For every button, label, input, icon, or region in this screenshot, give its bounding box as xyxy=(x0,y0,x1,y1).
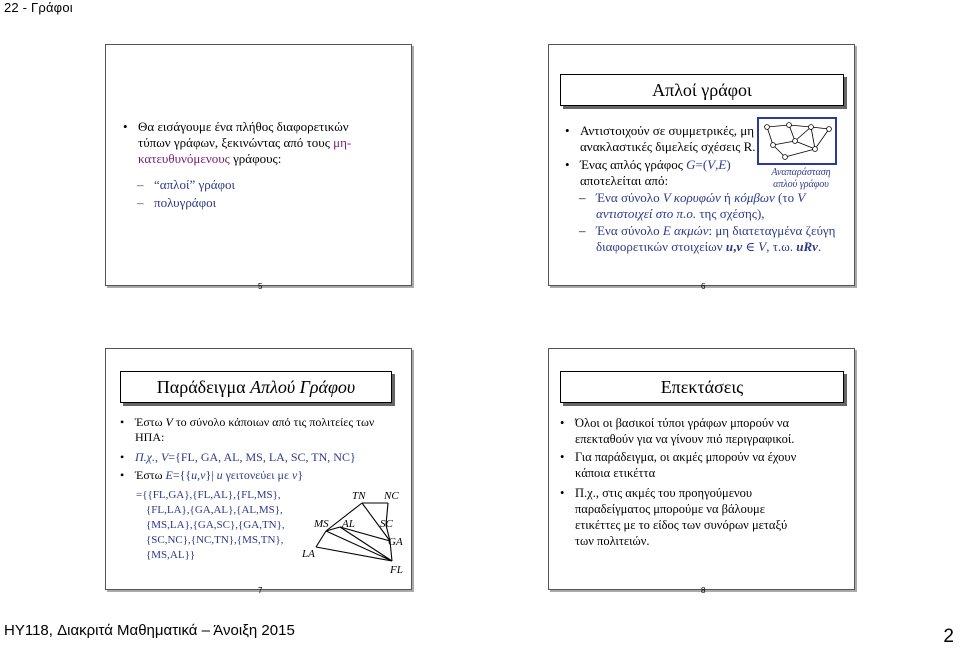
s8-slide-number: 8 xyxy=(701,586,706,595)
s6-sub-1: – Ένα σύνολο V κορυφών ή κόμβων (το V αντιστοιχεί στο π.ο. της σχέσης), xyxy=(579,190,806,221)
page-number: 2 xyxy=(943,626,954,647)
s6-bullet-2: • Ένας απλός γράφος G=(V,E) αποτελείται από: xyxy=(565,157,731,188)
s7-bullet-2: • Π.χ., V={FL, GA, AL, MS, LA, SC, TN, NC} xyxy=(120,450,356,464)
page-header: 22 - Γράφοι xyxy=(4,0,73,15)
s8-bullet-2: • Για παράδειγμα, οι ακμές μπορούν να έχουν κάποια ετικέττα xyxy=(560,450,797,480)
slide-7 xyxy=(105,348,412,595)
s5-sub-2: – πολυγράφοι xyxy=(137,195,217,210)
node-AL: AL xyxy=(342,518,355,530)
s6-graph-box xyxy=(757,117,837,165)
s8-title: Επεκτάσεις xyxy=(560,371,844,403)
node-SC: SC xyxy=(380,518,393,530)
slide-8 xyxy=(548,348,855,595)
s6-bullet-1: • Αντιστοιχούν σε συμμετρικές, μη ανακλαστικές διμελείς σχέσεις R. xyxy=(565,123,756,154)
node-MS: MS xyxy=(314,518,329,530)
s5-sub-1: – “απλοί” γράφοι xyxy=(137,177,236,192)
s5-slide-number: 5 xyxy=(258,282,263,291)
node-LA: LA xyxy=(302,548,315,560)
node-GA: GA xyxy=(388,536,403,548)
s7-bullet-3: • Έστω E={{u,v}| u γειτονεύει με v} xyxy=(120,468,304,482)
s7-bullet-1: • Έστω V το σύνολο κάποιων από τις πολιτείες των ΗΠΑ: xyxy=(120,415,375,444)
s7-slide-number: 7 xyxy=(258,586,263,595)
s6-graph-figure xyxy=(759,119,835,163)
s8-bullet-1: • Όλοι οι βασικοί τύποι γράφων μπορούν να επεκταθούν για να γίνουν πιό περιγραφικοί. xyxy=(560,416,795,446)
slide-6 xyxy=(548,44,855,291)
s6-slide-number: 6 xyxy=(701,282,706,291)
s6-graph-caption: Αναπαράσταση απλού γράφου xyxy=(771,167,831,190)
s7-title: Παράδειγμα Απλού Γράφου xyxy=(120,371,392,403)
s7-edge-list: ={{FL,GA},{FL,AL},{FL,MS}, {FL,LA},{GA,AL},{AL,MS}, {MS,LA},{GA,SC},{GA,TN}, {SC,NC},{NC,TN},{MS,TN}, {MS,AL}} xyxy=(136,489,285,561)
node-FL: FL xyxy=(390,564,403,576)
node-NC: NC xyxy=(384,490,399,502)
page-footer: HY118, Διακριτά Μαθηματικά – Άνοιξη 2015 xyxy=(4,622,295,639)
node-TN: TN xyxy=(352,490,366,502)
s7-state-graph xyxy=(296,487,406,577)
s6-title: Απλοί γράφοι xyxy=(560,74,844,106)
s6-sub-2: – Ένα σύνολο E ακμών: μη διατεταγμένα ζεύγη διαφορετικών στοιχείων u,v ∈ V, τ.ω. uRv. xyxy=(579,223,836,254)
s5-bullet-1: • Θα εισάγουμε ένα πλήθος διαφορετικών τύπων γράφων, ξεκινώντας από τους μη- κατευθυνόμενους γράφους: xyxy=(123,119,352,166)
slide-5 xyxy=(105,44,412,291)
s8-bullet-3: • Π.χ., στις ακμές του προηγούμενου παραδείγματος μπορούμε να βάλουμε ετικέττες με το είδος των συνόρων μεταξύ των πολιτειών. xyxy=(560,486,788,548)
